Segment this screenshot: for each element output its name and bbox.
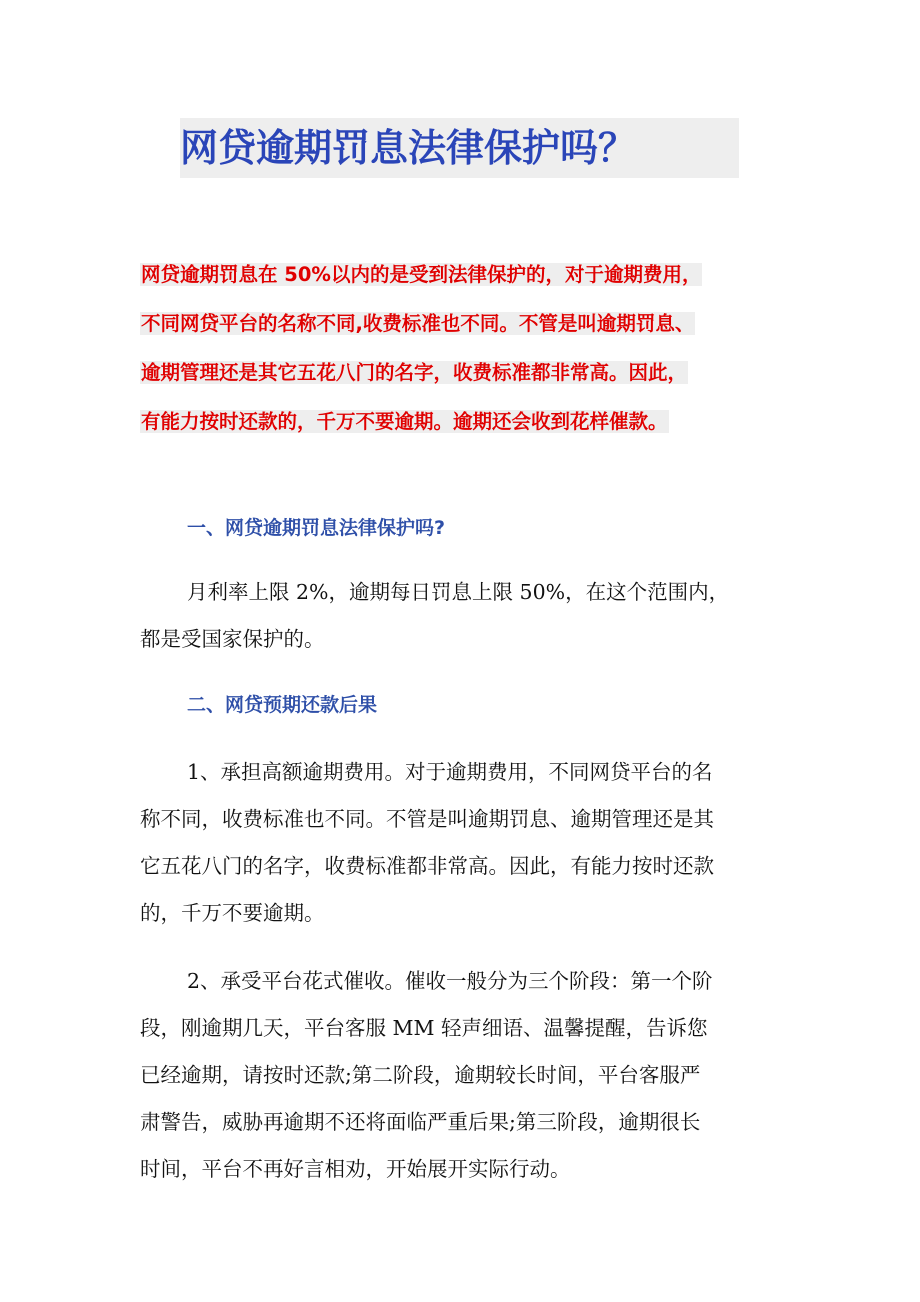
- paragraph-line: 已经逾期，请按时还款;第二阶段，逾期较长时间，平台客服严: [140, 1063, 701, 1087]
- section-heading-2: 二、网贷预期还款后果: [187, 694, 378, 716]
- paragraph-line: 它五花八门的名字，收费标准都非常高。因此，有能力按时还款: [140, 854, 714, 878]
- paragraph-line: 段，刚逾期几天，平台客服 MM 轻声细语、温馨提醒，告诉您: [140, 1016, 708, 1040]
- page-title: 网贷逾期罚息法律保护吗？: [180, 126, 637, 170]
- section-heading-1: 一、网贷逾期罚息法律保护吗?: [187, 517, 446, 539]
- summary-line: 逾期管理还是其它五花八门的名字，收费标准都非常高。因此，: [141, 361, 688, 384]
- paragraph-line: 称不同，收费标准也不同。不管是叫逾期罚息、逾期管理还是其: [140, 807, 714, 831]
- paragraph-line: 肃警告，威胁再逾期不还将面临严重后果;第三阶段，逾期很长: [140, 1110, 701, 1134]
- paragraph-line: 1、承担高额逾期费用。对于逾期费用，不同网贷平台的名: [187, 760, 713, 784]
- summary-line: 有能力按时还款的，千万不要逾期。逾期还会收到花样催款。: [141, 410, 668, 433]
- page-title-highlight: [180, 118, 739, 178]
- section-2-item-2: [140, 958, 786, 1193]
- summary-line: 不同网贷平台的名称不同,收费标准也不同。不管是叫逾期罚息、: [141, 312, 695, 335]
- paragraph-line: 的，千万不要逾期。: [140, 901, 325, 925]
- section-2-item-1: [140, 749, 786, 937]
- paragraph-line: 都是受国家保护的。: [140, 627, 325, 651]
- summary-block: [140, 254, 780, 450]
- paragraph-line: 时间，平台不再好言相劝，开始展开实际行动。: [140, 1157, 571, 1181]
- paragraph-line: 月利率上限 2%，逾期每日罚息上限 50%，在这个范围内，: [187, 580, 730, 604]
- paragraph-line: 2、承受平台花式催收。催收一般分为三个阶段：第一个阶: [187, 969, 713, 993]
- summary-line: 网贷逾期罚息在 50%以内的是受到法律保护的，对于逾期费用，: [141, 263, 702, 286]
- section-1-paragraph: [140, 569, 786, 663]
